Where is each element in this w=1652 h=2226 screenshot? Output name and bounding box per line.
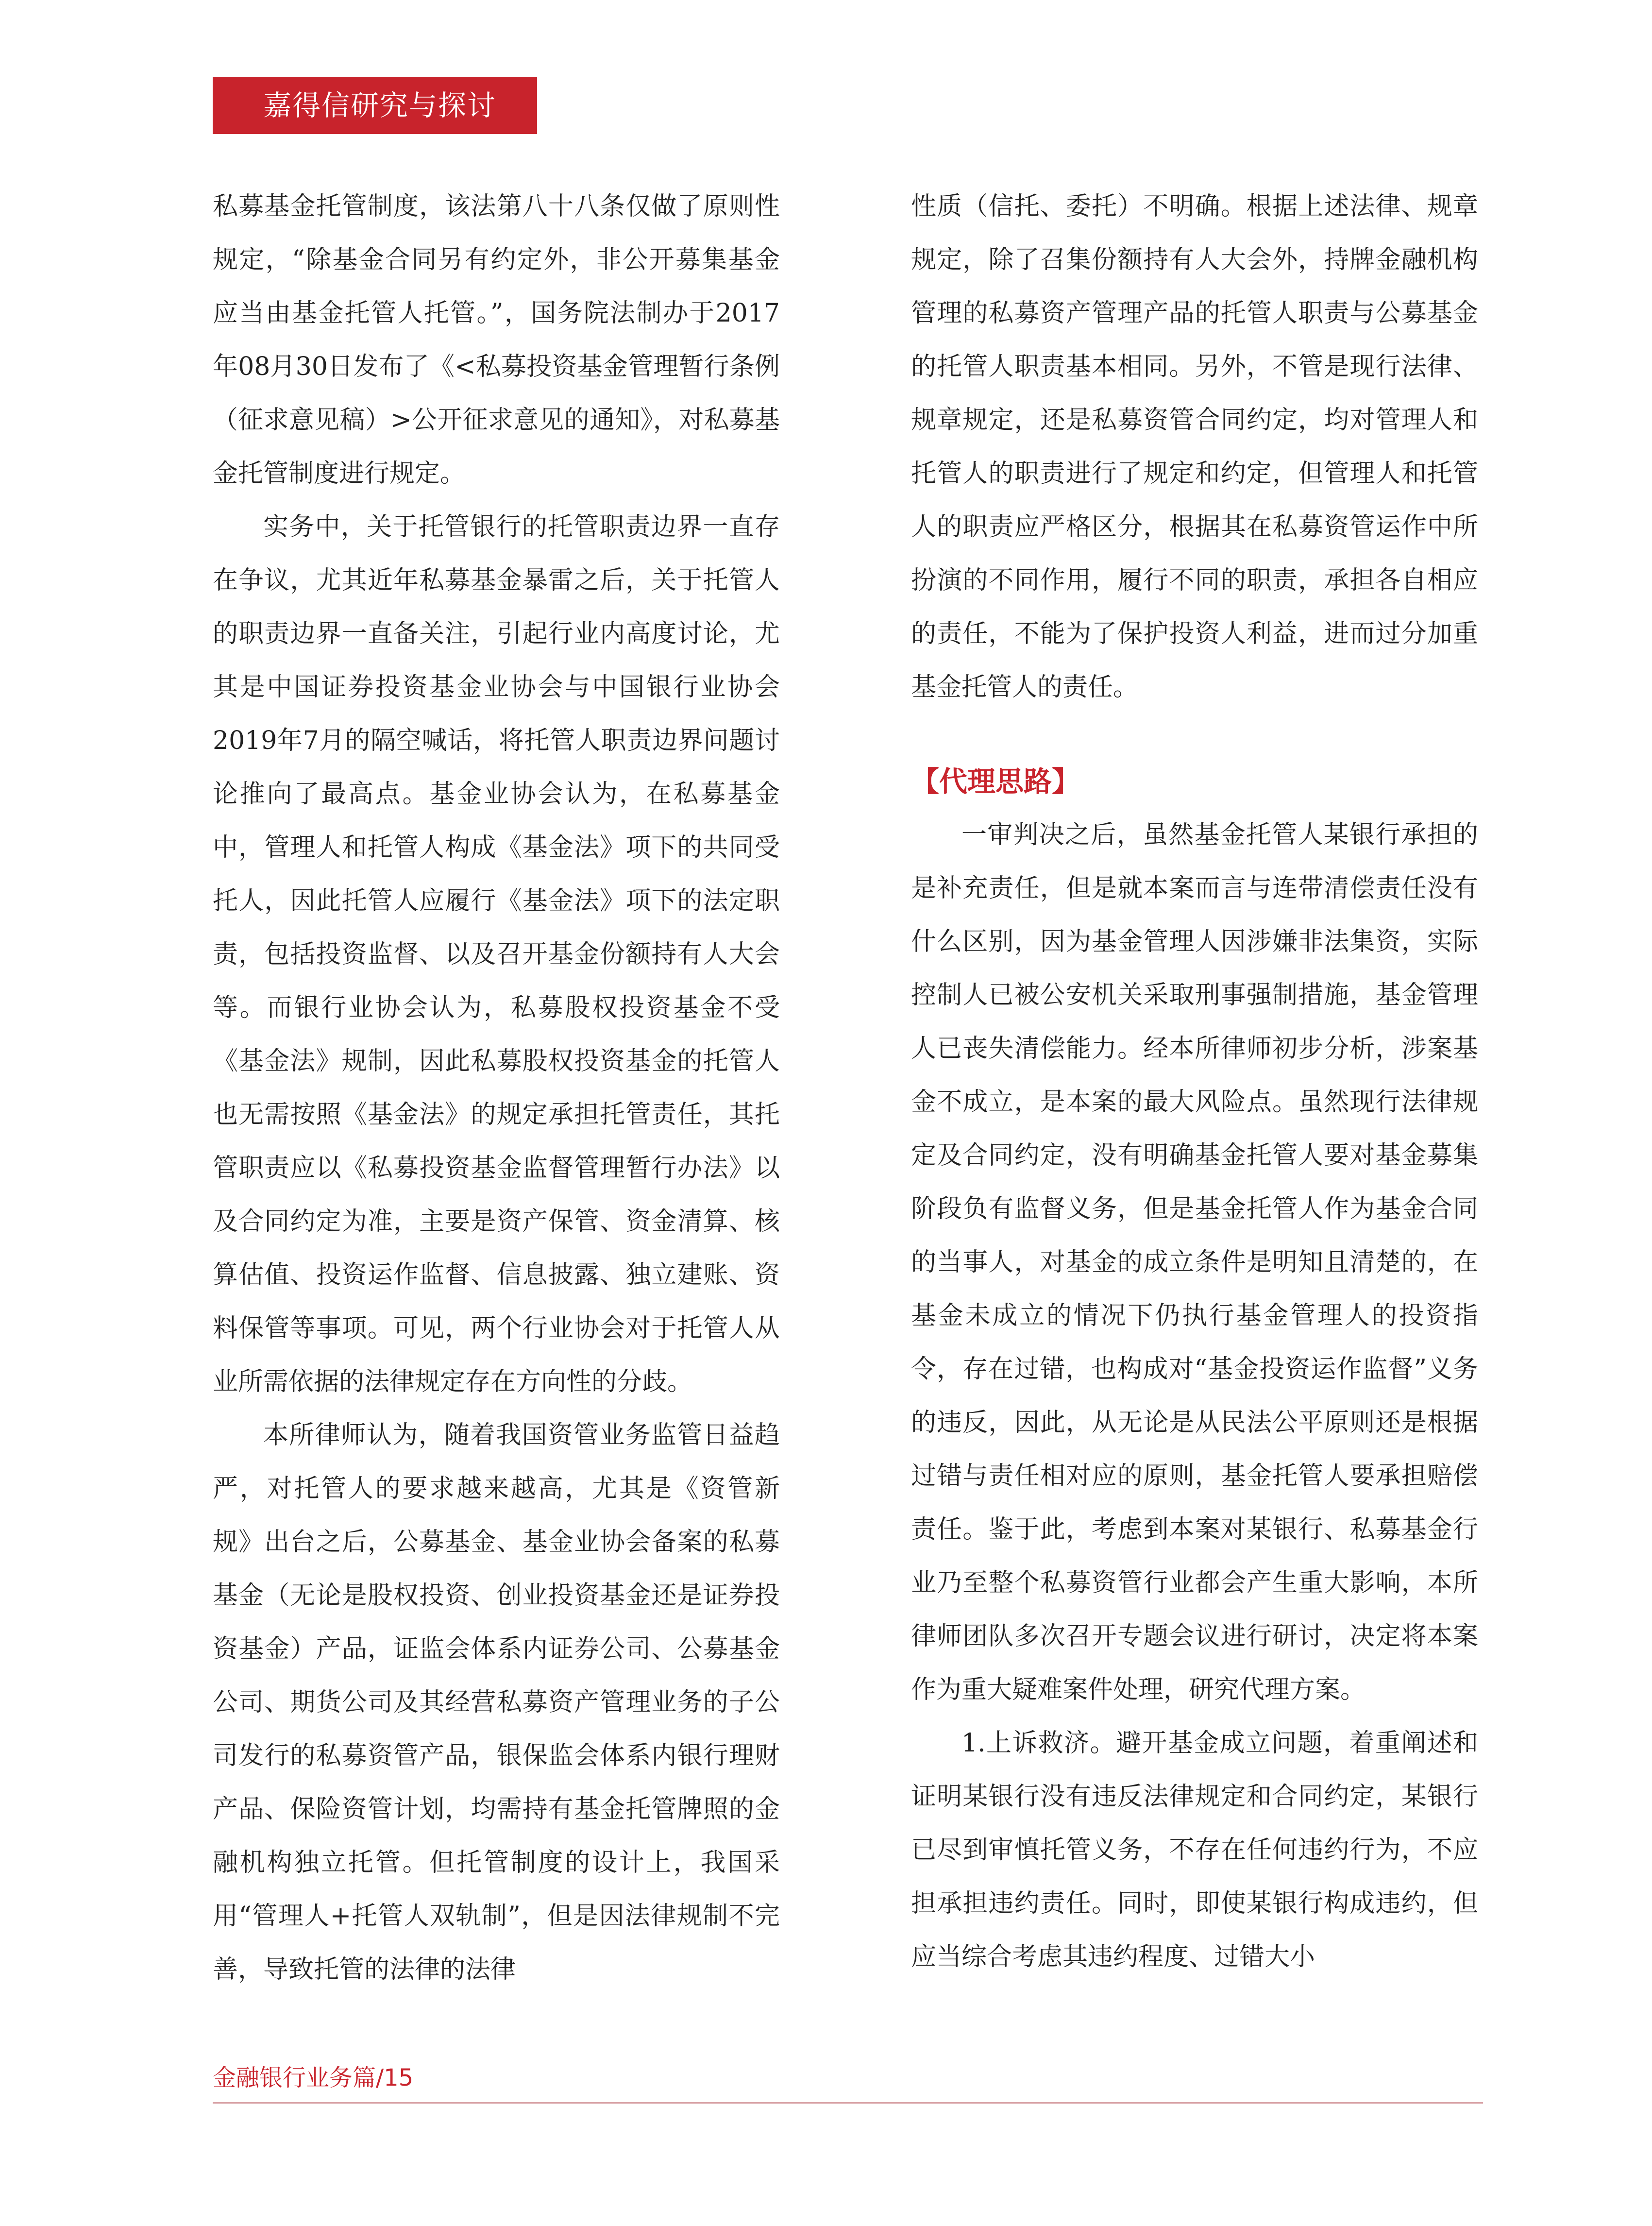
- right-column: [911, 180, 1478, 1984]
- right-paragraph-2: 一审判决之后，虽然基金托管人某银行承担的是补充责任，但是就本案而言与连带清偿责任没有什么区别，因为基金管理人因涉嫌非法集资，实际控制人已被公安机关采取刑事强制措施，基金管理人已丧失清偿能力。经本所律师初步分析，涉案基金不成立，是本案的最大风险点。虽然现行法律规定及合同约定，没有明确基金托管人要对基金募集阶段负有监督义务，但是基金托管人作为基金合同的当事人，对基金的成立条件是明知且清楚的，在基金未成立的情况下仍执行基金管理人的投资指令，存在过错，也构成对“基金投资运作监督”义务的违反，因此，从无论是从民法公平原则还是根据过错与责任相对应的原则，基金托管人要承担赔偿责任。鉴于此，考虑到本案对某银行、私募基金行业乃至整个私募资管行业都会产生重大影响，本所律师团队多次召开专题会议进行研讨，决定将本案作为重大疑难案件处理，研究代理方案。: [911, 820, 1478, 1704]
- section-header: [213, 77, 537, 134]
- left-column: [213, 180, 780, 1996]
- left-paragraph-1: 私募基金托管制度，该法第八十八条仅做了原则性规定，“除基金合同另有约定外，非公开募集基金应当由基金托管人托管。”，国务院法制办于2017年08月30日发布了《<私募投资基金管理暂行条例（征求意见稿）>公开征求意见的通知》，对私募基金托管制度进行规定。: [213, 192, 780, 488]
- footer-page-label: 金融银行业务篇/15: [213, 2064, 414, 2091]
- section-heading-agency-approach: 【代理思路】: [911, 765, 1080, 798]
- footer-divider: [213, 2102, 1483, 2104]
- left-paragraph-3: 本所律师认为，随着我国资管业务监管日益趋严，对托管人的要求越来越高，尤其是《资管新规》出台之后，公募基金、基金业协会备案的私募基金（无论是股权投资、创业投资基金还是证券投资基金）产品，证监会体系内证券公司、公募基金公司、期货公司及其经营私募资产管理业务的子公司发行的私募资管产品，银保监会体系内银行理财产品、保险资管计划，均需持有基金托管牌照的金融机构独立托管。但托管制度的设计上，我国采用“管理人+托管人双轨制”，但是因法律规制不完善，导致托管的法律的法律: [213, 1421, 780, 1984]
- left-paragraph-2: 实务中，关于托管银行的托管职责边界一直存在争议，尤其近年私募基金暴雷之后，关于托管人的职责边界一直备关注，引起行业内高度讨论，尤其是中国证券投资基金业协会与中国银行业协会2019年7月的隔空喊话，将托管人职责边界问题讨论推向了最高点。基金业协会认为，在私募基金中，管理人和托管人构成《基金法》项下的共同受托人，因此托管人应履行《基金法》项下的法定职责，包括投资监督、以及召开基金份额持有人大会等。而银行业协会认为，私募股权投资基金不受《基金法》规制，因此私募股权投资基金的托管人也无需按照《基金法》的规定承担托管责任，其托管职责应以《私募投资基金监督管理暂行办法》以及合同约定为准，主要是资产保管、资金清算、核算估值、投资运作监督、信息披露、独立建账、资料保管等事项。可见，两个行业协会对于托管人从业所需依据的法律规定存在方向性的分歧。: [213, 512, 780, 1396]
- right-paragraph-3: 1.上诉救济。避开基金成立问题，着重阐述和证明某银行没有违反法律规定和合同约定，某银行已尽到审慎托管义务，不存在任何违约行为，不应担承担违约责任。同时，即使某银行构成违约，但应当综合考虑其违约程度、过错大小: [911, 1729, 1478, 1971]
- section-header-title: 嘉得信研究与探讨: [263, 89, 497, 122]
- right-paragraph-1: 性质（信托、委托）不明确。根据上述法律、规章规定，除了召集份额持有人大会外，持牌金融机构管理的私募资产管理产品的托管人职责与公募基金的托管人职责基本相同。另外，不管是现行法律、规章规定，还是私募资管合同约定，均对管理人和托管人的职责进行了规定和约定，但管理人和托管人的职责应严格区分，根据其在私募资管运作中所扮演的不同作用，履行不同的职责，承担各自相应的责任，不能为了保护投资人利益，进而过分加重基金托管人的责任。: [911, 192, 1478, 702]
